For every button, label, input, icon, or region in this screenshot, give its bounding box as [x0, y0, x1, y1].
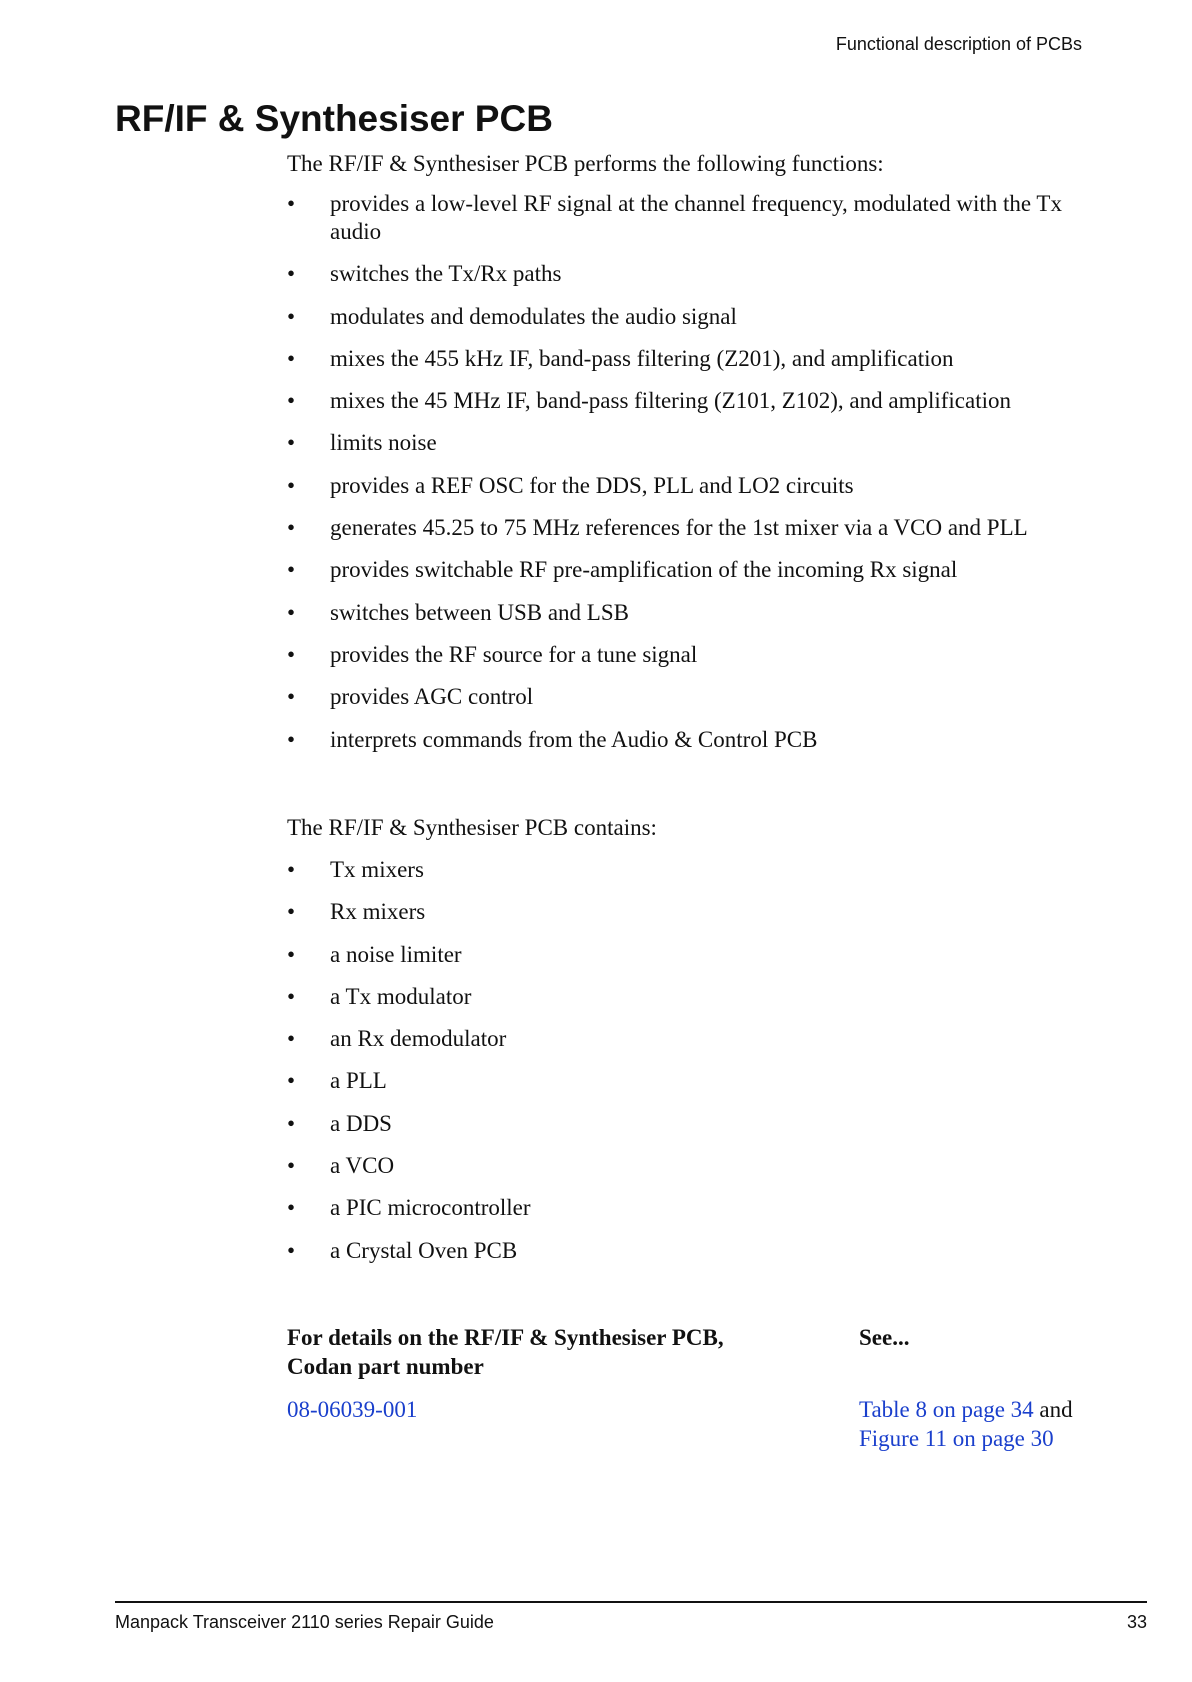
list-item: • an Rx demodulator: [287, 1026, 507, 1052]
running-header: Functional description of PCBs: [835, 34, 1082, 54]
bullet-marker: •: [287, 345, 296, 371]
bullet-marker: •: [287, 430, 296, 456]
bullet-marker: •: [287, 941, 296, 967]
list-item: • modulates and demodulates the audio signal: [287, 303, 737, 329]
list-item: • a VCO: [287, 1153, 395, 1179]
bullet-marker: •: [287, 983, 296, 1009]
bullet-marker: •: [287, 515, 296, 541]
list-item: • provides the RF source for a tune signal: [287, 641, 698, 667]
bullet-marker: •: [287, 726, 296, 752]
bullet-marker: •: [287, 191, 296, 216]
list-item: • a PLL: [287, 1068, 387, 1094]
list-item: • interprets commands from the Audio & Control PCB: [287, 726, 818, 752]
reference-table-row: [287, 1395, 1117, 1453]
bullet-marker: •: [287, 1026, 296, 1052]
bullet-marker: •: [287, 857, 296, 882]
page-number: 33: [1126, 1612, 1147, 1632]
bullet-marker: •: [287, 1068, 296, 1094]
bullet-marker: •: [287, 1110, 296, 1136]
bullet-marker: •: [287, 899, 296, 925]
list-item: • a Crystal Oven PCB: [287, 1237, 518, 1263]
list-item: • Tx mixers: [287, 857, 424, 882]
list-item: • mixes the 455 kHz IF, band-pass filtering (Z201), and amplification: [287, 345, 954, 371]
reference-table: [287, 1323, 1117, 1453]
list-item: • Rx mixers: [287, 899, 426, 925]
bullet-marker: •: [287, 472, 296, 498]
reference-col1-header: For details on the RF/IF & Synthesiser PCB, Codan part number: [287, 1325, 724, 1379]
footer-doc-title: Manpack Transceiver 2110 series Repair Guide: [115, 1612, 494, 1632]
list-item: • a Tx modulator: [287, 983, 472, 1009]
bullet-marker: •: [287, 261, 296, 287]
part-number-link[interactable]: 08-06039-001: [287, 1397, 418, 1422]
list-item: • mixes the 45 MHz IF, band-pass filtering (Z101, Z102), and amplification: [287, 388, 1011, 414]
list-item: • provides a low-level RF signal at the channel frequency, modulated with the Tx audio: [287, 191, 1062, 244]
list-item: • switches the Tx/Rx paths: [287, 261, 562, 287]
see-and-text: and: [1033, 1397, 1073, 1422]
list-item: • provides a REF OSC for the DDS, PLL and LO2 circuits: [287, 472, 854, 498]
functions-list: [287, 190, 1107, 754]
functions-intro: The RF/IF & Synthesiser PCB performs the following functions:: [287, 151, 884, 176]
bullet-marker: •: [287, 1195, 296, 1221]
list-item: • provides switchable RF pre-amplification of the incoming Rx signal: [287, 557, 958, 583]
bullet-marker: •: [287, 641, 296, 667]
figure-11-link[interactable]: Figure 11 on page 30: [859, 1426, 1054, 1451]
list-item: • a noise limiter: [287, 941, 462, 967]
bullet-marker: •: [287, 557, 296, 583]
list-item: • provides AGC control: [287, 684, 534, 710]
bullet-marker: •: [287, 388, 296, 414]
contents-intro: The RF/IF & Synthesiser PCB contains:: [287, 815, 657, 840]
list-item: • a PIC microcontroller: [287, 1195, 531, 1221]
bullet-marker: •: [287, 303, 296, 329]
list-item: • generates 45.25 to 75 MHz references for the 1st mixer via a VCO and PLL: [287, 515, 1028, 541]
bullet-marker: •: [287, 684, 296, 710]
list-item: • a DDS: [287, 1110, 392, 1136]
table-8-link[interactable]: Table 8 on page 34: [859, 1397, 1034, 1422]
bullet-marker: •: [287, 1237, 296, 1263]
functions-section: [287, 150, 1107, 768]
page-title: RF/IF & Synthesiser PCB: [115, 98, 553, 139]
bullet-marker: •: [287, 1153, 296, 1179]
list-item: • limits noise: [287, 430, 437, 456]
reference-table-header: [287, 1323, 1117, 1381]
reference-col2-header: See...: [859, 1325, 910, 1350]
bullet-marker: •: [287, 599, 296, 625]
contents-list: [287, 856, 1107, 1265]
list-item: • switches between USB and LSB: [287, 599, 629, 625]
footer-divider: [115, 1601, 1147, 1603]
contents-section: [287, 814, 1107, 1279]
